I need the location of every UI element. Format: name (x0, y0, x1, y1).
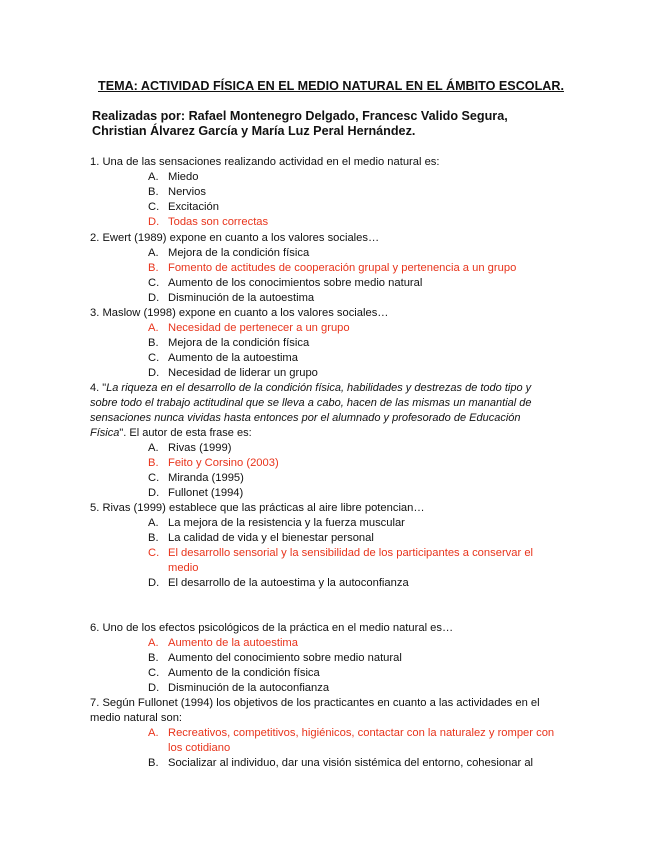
q3-option-d: D. Necesidad de liderar un grupo (148, 367, 318, 379)
q2-option-c: C. Aumento de los conocimientos sobre medio natural (148, 277, 423, 289)
q5-option-c-correct: C. El desarrollo sensorial y la sensibilidad de los participantes a conservar el medio (148, 547, 534, 574)
q3-option-c: C. Aumento de la autoestima (148, 352, 298, 364)
question-5: 5. Rivas (1999) establece que las prácticas al aire libre potencian… (90, 502, 425, 514)
question-7: 7. Según Fullonet (1994) los objetivos de los practicantes en cuanto a las actividades en el medio natural son: (90, 697, 540, 724)
authors-line: Realizadas por: Rafael Montenegro Delgado, Francesc Valido Segura, Christian Álvarez García y María Luz Peral Hernández. (92, 109, 508, 138)
question-1: 1. Una de las sensaciones realizando actividad en el medio natural es: (90, 156, 440, 168)
q6-option-b: B. Aumento del conocimiento sobre medio natural (148, 652, 402, 664)
q1-option-b: B. Nervios (148, 186, 206, 198)
q1-option-c: C. Excitación (148, 201, 219, 213)
q5-option-d: D. El desarrollo de la autoestima y la autoconfianza (148, 577, 409, 589)
q1-option-a: A. Miedo (148, 171, 199, 183)
q2-option-b-correct: B. Fomento de actitudes de cooperación grupal y pertenencia a un grupo (148, 262, 517, 274)
q6-option-a-correct: A. Aumento de la autoestima (148, 637, 298, 649)
q7-option-a-correct: A. Recreativos, competitivos, higiénicos, contactar con la naturalez y romper con los cotidiano (148, 727, 555, 754)
q4-option-b-correct: B. Feito y Corsino (2003) (148, 457, 279, 469)
q7-option-b: B. Socializar al individuo, dar una visión sistémica del entorno, cohesionar al (148, 757, 534, 769)
question-2: 2. Ewert (1989) expone en cuanto a los valores sociales… (90, 232, 380, 244)
q3-option-b: B. Mejora de la condición física (148, 337, 310, 349)
q6-option-d: D. Disminución de la autoconfianza (148, 682, 330, 694)
q5-option-a: A. La mejora de la resistencia y la fuerza muscular (148, 517, 405, 529)
question-4-quote: La riqueza en el desarrollo de la condición física, habilidades y destrezas de todo tipo y sobre todo el trabajo actitudinal que se lleva a cabo, hacen de las mismas un manantial de sensaciones nunca vividas hasta entonces por el alumnado y profesorado de Educación Física (90, 382, 532, 439)
q5-option-b: B. La calidad de vida y el bienestar personal (148, 532, 374, 544)
q6-option-c: C. Aumento de la condición física (148, 667, 320, 679)
q4-option-a: A. Rivas (1999) (148, 442, 232, 454)
q2-option-a: A. Mejora de la condición física (148, 247, 310, 259)
question-3: 3. Maslow (1998) expone en cuanto a los valores sociales… (90, 307, 389, 319)
question-4: 4. "La riqueza en el desarrollo de la condición física, habilidades y destrezas de todo tipo y sobre todo el trabajo actitudinal que se lleva a cabo, hacen de las mismas un manantial de sensaciones nunca vividas hasta entonces por el alumnado y profesorado de Educación Física". El autor de esta frase es: (90, 382, 532, 439)
q2-option-d: D. Disminución de la autoestima (148, 292, 315, 304)
q4-option-d: D. Fullonet (1994) (148, 487, 244, 499)
q3-option-a-correct: A. Necesidad de pertenecer a un grupo (148, 322, 350, 334)
document-title: TEMA: ACTIVIDAD FÍSICA EN EL MEDIO NATURAL EN EL ÁMBITO ESCOLAR. (98, 79, 564, 93)
question-6: 6. Uno de los efectos psicológicos de la práctica en el medio natural es… (90, 622, 454, 634)
q4-option-c: C. Miranda (1995) (148, 472, 244, 484)
q1-option-d-correct: D. Todas son correctas (148, 216, 269, 228)
